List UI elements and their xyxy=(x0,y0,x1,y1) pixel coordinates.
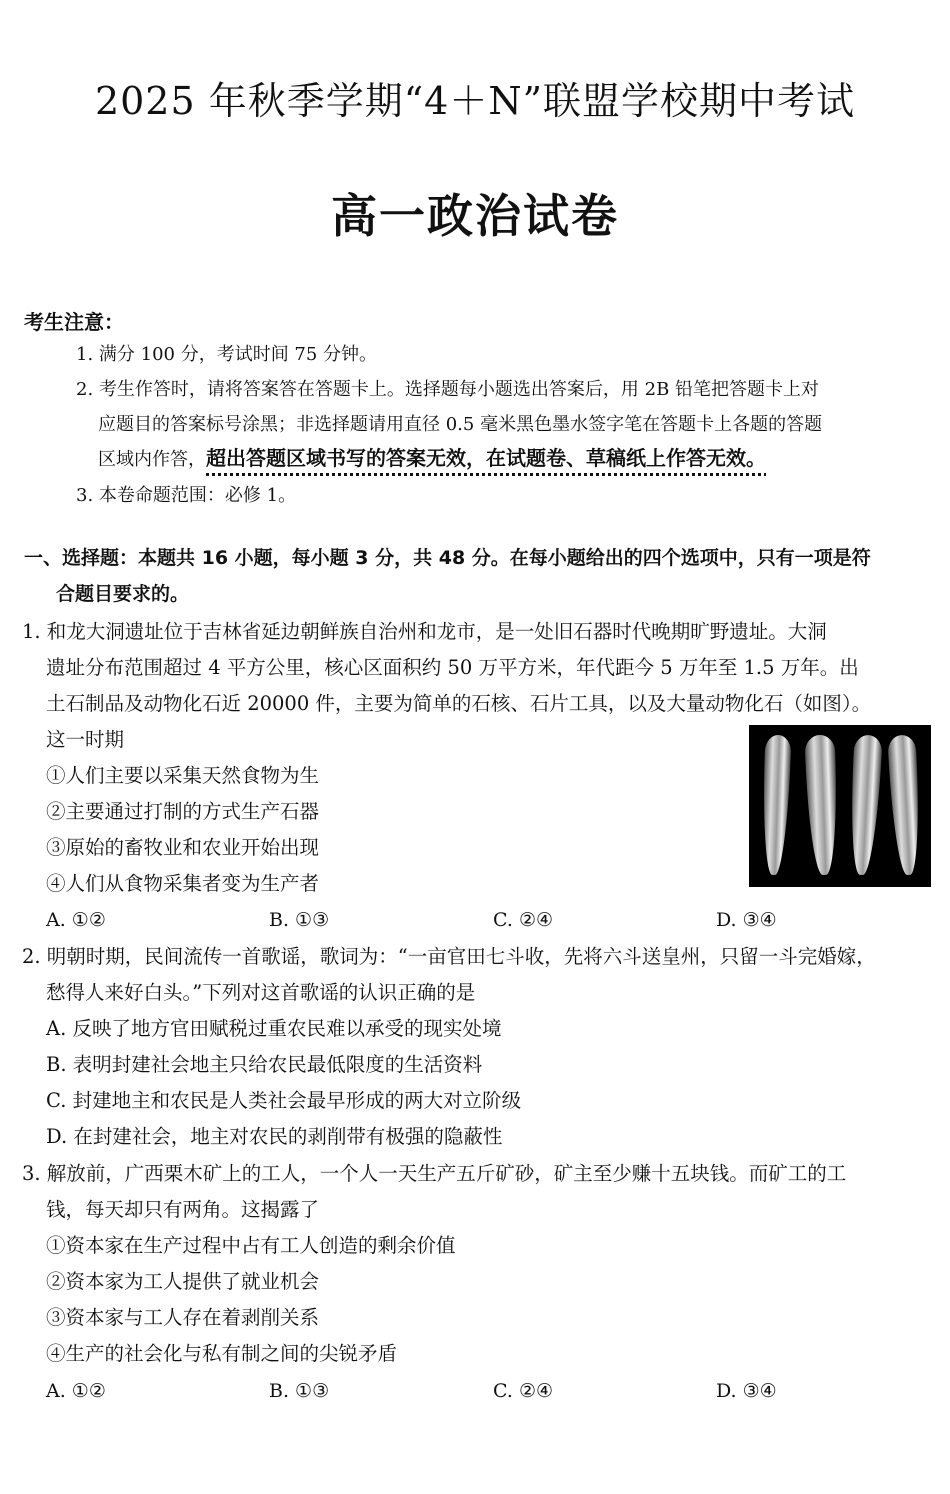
notice-emphasis: 超出答题区域书写的答案无效，在试题卷、草稿纸上作答无效。 xyxy=(206,446,766,470)
q1-option-c: C. ②④ xyxy=(493,909,554,931)
q2-option-a: A. 反映了地方官田赋税过重农民难以承受的现实处境 xyxy=(46,1017,502,1040)
notice-item-2-line-3 xyxy=(98,446,766,472)
notice-item-1: 1. 满分 100 分，考试时间 75 分钟。 xyxy=(76,344,378,365)
stone-tool-3 xyxy=(847,734,882,875)
section-1-line-1: 一、选择题：本题共 16 小题，每小题 3 分，共 48 分。在每小题给出的四个选项中，只有一项是符 xyxy=(24,547,871,569)
q1-statement-3: ③原始的畜牧业和农业开始出现 xyxy=(46,836,320,859)
q3-statement-2: ②资本家为工人提供了就业机会 xyxy=(46,1270,320,1293)
section-1-heading-cont xyxy=(56,581,189,607)
notice-item-3: 3. 本卷命题范围：必修 1。 xyxy=(76,485,297,506)
q3-line-1: 3. 解放前，广西栗木矿上的工人，一个人一天生产五斤矿砂，矿主至少赚十五块钱。而矿工的工 xyxy=(22,1162,847,1185)
notice-item-2-line-2: 应题目的答案标号涂黑；非选择题请用直径 0.5 毫米黑色墨水签字笔在答题卡上各题的答题 xyxy=(98,414,823,435)
q3-option-a: A. ①② xyxy=(46,1380,106,1402)
stone-tool-4 xyxy=(887,734,922,875)
q1-statement-1: ①人们主要以采集天然食物为生 xyxy=(46,764,320,787)
q2-line-1: 2. 明朝时期，民间流传一首歌谣，歌词为：“一亩官田七斗收，先将六斗送皇州，只留一斗完婚嫁， xyxy=(22,945,876,968)
q1-line-1: 1. 和龙大洞遗址位于吉林省延边朝鲜族自治州和龙市，是一处旧石器时代晚期旷野遗址。大洞 xyxy=(22,620,827,643)
section-1-heading xyxy=(24,545,871,571)
q1-line-2: 遗址分布范围超过 4 平方公里，核心区面积约 50 万平方米，年代距今 5 万年至 1.5 万年。出 xyxy=(46,656,859,679)
q3-option-b: B. ①③ xyxy=(269,1380,330,1402)
q2-option-b: B. 表明封建社会地主只给农民最低限度的生活资料 xyxy=(46,1053,483,1076)
q1-statement-2: ②主要通过打制的方式生产石器 xyxy=(46,800,320,823)
q1-option-b: B. ①③ xyxy=(269,909,330,931)
q2-option-d: D. 在封建社会，地主对农民的剥削带有极强的隐蔽性 xyxy=(46,1125,503,1148)
q3-option-d: D. ③④ xyxy=(716,1380,777,1402)
q1-option-a: A. ①② xyxy=(46,909,106,931)
q1-line-4: 这一时期 xyxy=(46,728,125,751)
q1-statement-4: ④人们从食物采集者变为生产者 xyxy=(46,872,320,895)
exam-subtitle: 高一政治试卷 xyxy=(331,189,619,243)
q3-line-2: 钱，每天却只有两角。这揭露了 xyxy=(46,1198,320,1221)
q3-option-c: C. ②④ xyxy=(493,1380,554,1402)
q2-line-2: 愁得人来好白头。”下列对这首歌谣的认识正确的是 xyxy=(46,981,476,1004)
stone-tool-2 xyxy=(805,735,840,876)
notice-item-2-line-3-prefix: 区域内作答， xyxy=(98,449,206,470)
stone-tools-photo-icon xyxy=(749,725,931,887)
q3-statement-1: ①资本家在生产过程中占有工人创造的剩余价值 xyxy=(46,1234,456,1257)
exam-title: 2025 年秋季学期“4＋N”联盟学校期中考试 xyxy=(94,79,856,123)
q1-option-d: D. ③④ xyxy=(716,909,777,931)
q3-statement-3: ③资本家与工人存在着剥削关系 xyxy=(46,1306,320,1329)
q2-option-c: C. 封建地主和农民是人类社会最早形成的两大对立阶级 xyxy=(46,1089,522,1112)
notice-item-2-line-1: 2. 考生作答时，请将答案答在答题卡上。选择题每小题选出答案后，用 2B 铅笔把答题卡上对 xyxy=(76,379,820,400)
q3-statement-4: ④生产的社会化与私有制之间的尖锐矛盾 xyxy=(46,1342,398,1365)
section-1-line-2: 合题目要求的。 xyxy=(56,583,190,605)
stone-tool-1 xyxy=(761,735,792,876)
q1-line-3: 土石制品及动物化石近 20000 件，主要为简单的石核、石片工具，以及大量动物化石（如图）。 xyxy=(46,692,872,715)
notice-heading: 考生注意： xyxy=(24,310,124,334)
